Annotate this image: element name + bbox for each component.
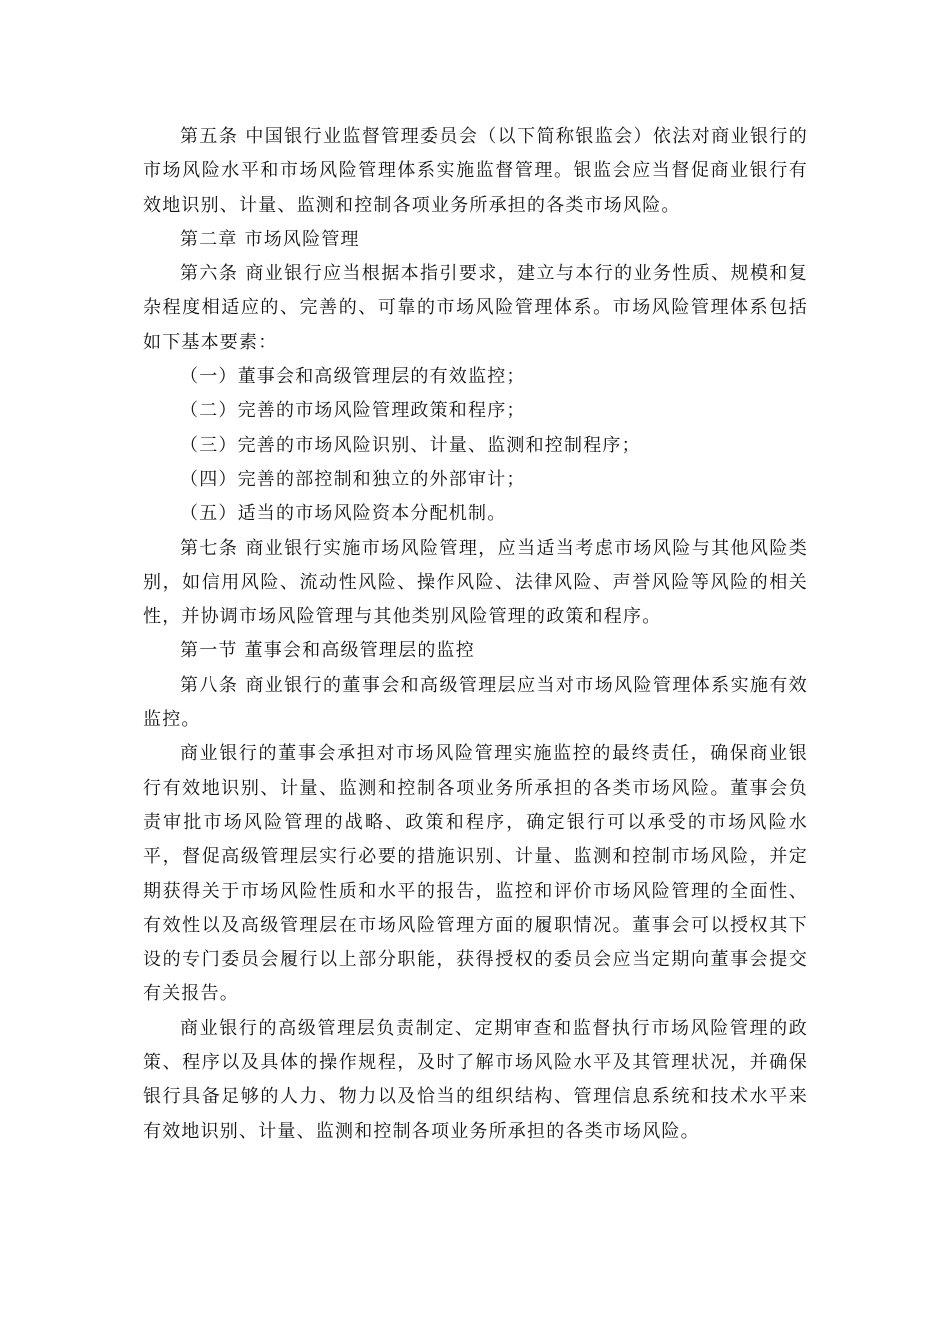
article-7: 第七条 商业银行实施市场风险管理，应当适当考虑市场风险与其他风险类别，如信用风险、流动性风险、操作风险、法律风险、声誉风险等风险的相关性，并协调市场风险管理与其他类别风险管理的政策和程序。 [143, 537, 808, 628]
senior-management-paragraph: 商业银行的高级管理层负责制定、定期审查和监督执行市场风险管理的政策、程序以及具体的操作规程，及时了解市场风险水平及其管理状况，并确保银行具备足够的人力、物力以及恰当的组织结构、管理信息系统和技术水平来有效地识别、计量、监测和控制各项业务所承担的各类市场风险。 [143, 1017, 808, 1142]
board-responsibility-paragraph: 商业银行的董事会承担对市场风险管理实施监控的最终责任，确保商业银行有效地识别、计量、监测和控制各项业务所承担的各类市场风险。董事会负责审批市场风险管理的战略、政策和程序，确定银行可以承受的市场风险水平，督促高级管理层实行必要的措施识别、计量、监测和控制市场风险，并定期获得关于市场风险性质和水平的报告，监控和评价市场风险管理的全面性、有效性以及高级管理层在市场风险管理方面的履职情况。董事会可以授权其下设的专门委员会履行以上部分职能，获得授权的委员会应当定期向董事会提交有关报告。 [143, 743, 808, 1005]
article-8: 第八条 商业银行的董事会和高级管理层应当对市场风险管理体系实施有效监控。 [143, 674, 808, 731]
list-item-5: （五）适当的市场风险资本分配机制。 [180, 503, 507, 525]
chapter-2-heading: 第二章 市场风险管理 [180, 228, 360, 250]
section-1-heading: 第一节 董事会和高级管理层的监控 [180, 640, 475, 662]
list-item-2: （二）完善的市场风险管理政策和程序； [180, 400, 526, 422]
list-item-1: （一）董事会和高级管理层的有效监控； [180, 366, 526, 388]
list-item-4: （四）完善的部控制和独立的外部审计； [180, 468, 526, 490]
article-6: 第六条 商业银行应当根据本指引要求，建立与本行的业务性质、规模和复杂程度相适应的、完善的、可靠的市场风险管理体系。市场风险管理体系包括如下基本要素： [143, 263, 808, 353]
document-body [143, 120, 808, 1149]
article-5: 第五条 中国银行业监督管理委员会（以下简称银监会）依法对商业银行的市场风险水平和市场风险管理体系实施监督管理。银监会应当督促商业银行有效地识别、计量、监测和控制各项业务所承担的各类市场风险。 [143, 126, 808, 216]
list-item-3: （三）完善的市场风险识别、计量、监测和控制程序； [180, 434, 641, 456]
